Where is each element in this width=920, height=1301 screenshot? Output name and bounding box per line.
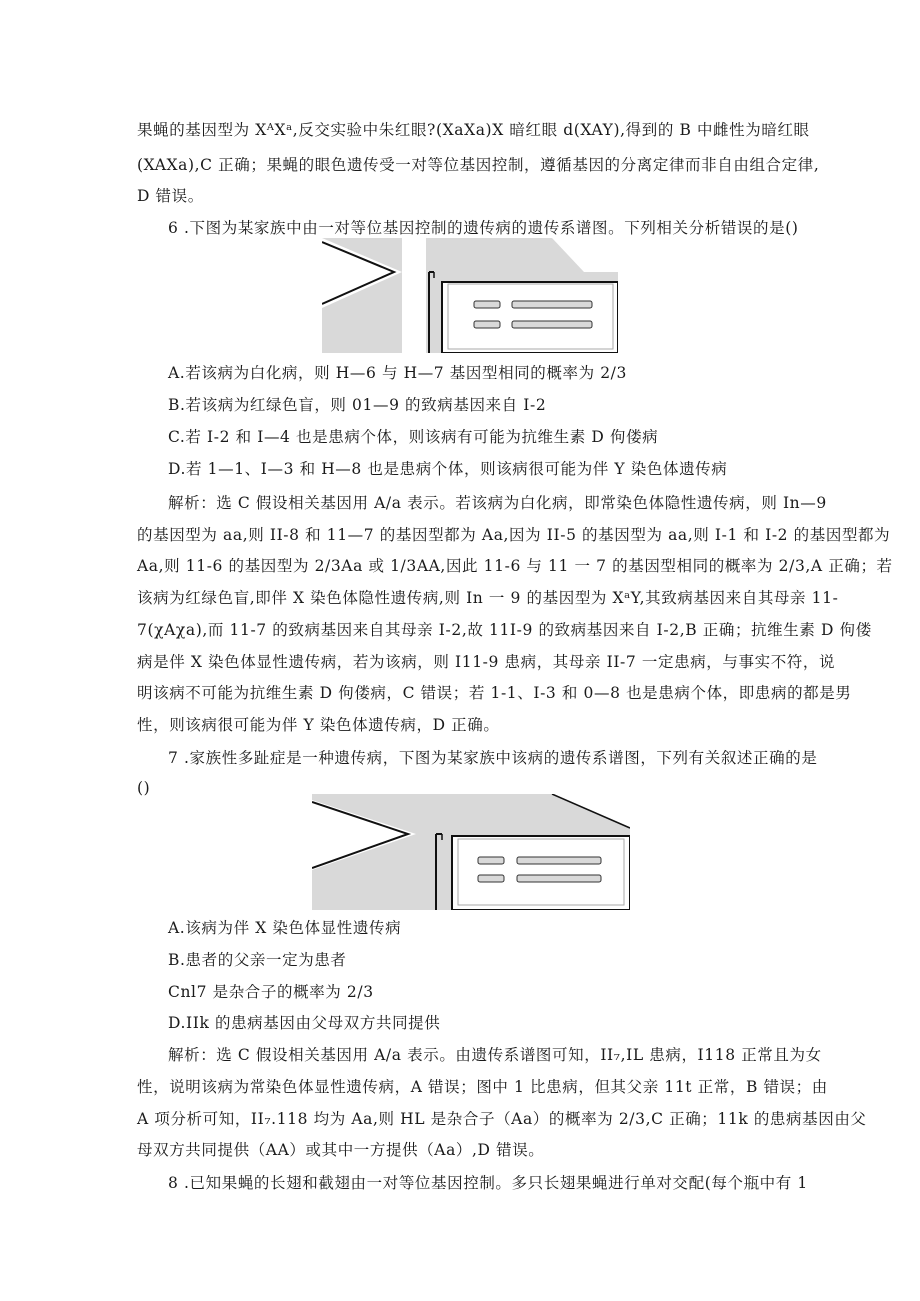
option-6d: D.若 1—1、I—3 和 H—8 也是患病个体，则该病很可能为伴 Y 染色体遗传病 [168,460,728,478]
text-line: Aa,则 11-6 的基因型为 2/3Aa 或 1/3AA,因此 11-6 与 11 一 7 的基因型相同的概率为 2/3,A 正确；若 [137,557,893,575]
question-6: 6 .下图为某家族中由一对等位基因控制的遗传病的遗传系谱图。下列相关分析错误的是() [168,219,799,237]
option-6c: C.若 I-2 和 I—4 也是患病个体，则该病有可能为抗维生素 D 佝偻病 [168,428,659,446]
text-line: A 项分析可知，II₇.118 均为 Aa,则 HL 是杂合子（Aa）的概率为 2/3,C 正确；11k 的患病基因由父 [137,1110,867,1128]
option-7b: B.患者的父亲一定为患者 [168,951,347,969]
text-line: 病是伴 X 染色体显性遗传病，若为该病，则 I11-9 患病，其母亲 II-7 一定患病，与事实不符，说 [137,653,836,671]
question-8: 8 .已知果蝇的长翅和截翅由一对等位基因控制。多只长翅果蝇进行单对交配(每个瓶中有 1 [168,1174,808,1192]
text-line: 性，说明该病为常染色体显性遗传病，A 错误；图中 1 比患病，但其父亲 11t 正常，B 错误；由 [137,1078,828,1096]
pedigree-figure-2 [312,794,630,910]
text-line: D 错误。 [137,187,204,205]
option-7a: A.该病为伴 X 染色体显性遗传病 [168,919,402,937]
analysis-7: 解析：选 C 假设相关基因用 A/a 表示。由遗传系谱图可知，II₇,IL 患病，I118 正常且为女 [168,1046,822,1064]
text-line: (XAXa),C 正确；果蝇的眼色遗传受一对等位基因控制，遵循基因的分离定律而非自由组合定律, [137,156,820,174]
text-line: 的基因型为 aa,则 II-8 和 11—7 的基因型都为 Aa,因为 II-5 的基因型为 aa,则 I-1 和 I-2 的基因型都为 [137,526,891,544]
option-7c: Cnl7 是杂合子的概率为 2/3 [168,983,374,1001]
text-line: 7(χAχa),而 11-7 的致病基因来自其母亲 I-2,故 11I-9 的致病基因来自 I-2,B 正确；抗维生素 D 佝偻 [137,621,872,639]
text-line: 该病为红绿色盲,即伴 X 染色体隐性遗传病,则 In 一 9 的基因型为 XᵃY,其致病基因来自其母亲 11- [137,589,839,607]
option-6a: A.若该病为白化病，则 H—6 与 H—7 基因型相同的概率为 2/3 [168,364,627,382]
option-7d: D.IIk 的患病基因由父母双方共同提供 [168,1014,441,1032]
text-line: 性，则该病很可能为伴 Y 染色体遗传病，D 正确。 [137,716,500,734]
text-line: 母双方共同提供（AA）或其中一方提供（Aa）,D 错误。 [137,1141,545,1159]
analysis-6: 解析：选 C 假设相关基因用 A/a 表示。若该病为白化病，即常染色体隐性遗传病，则 In—9 [168,494,827,512]
text-line: () [137,779,151,797]
text-line: 果蝇的基因型为 XᴬXᵃ,反交实验中朱红眼?(XaXa)X 暗红眼 d(XAY),得到的 B 中雌性为暗红眼 [137,121,810,139]
text-line: 明该病不可能为抗维生素 D 佝偻病，C 错误；若 1-1、I-3 和 0—8 也是患病个体，即患病的都是男 [137,684,852,702]
option-6b: B.若该病为红绿色盲，则 01—9 的致病基因来自 I-2 [168,396,547,414]
pedigree-figure-1 [322,238,618,353]
question-7: 7 .家族性多趾症是一种遗传病，下图为某家族中该病的遗传系谱图，下列有关叙述正确的是 [168,749,818,767]
